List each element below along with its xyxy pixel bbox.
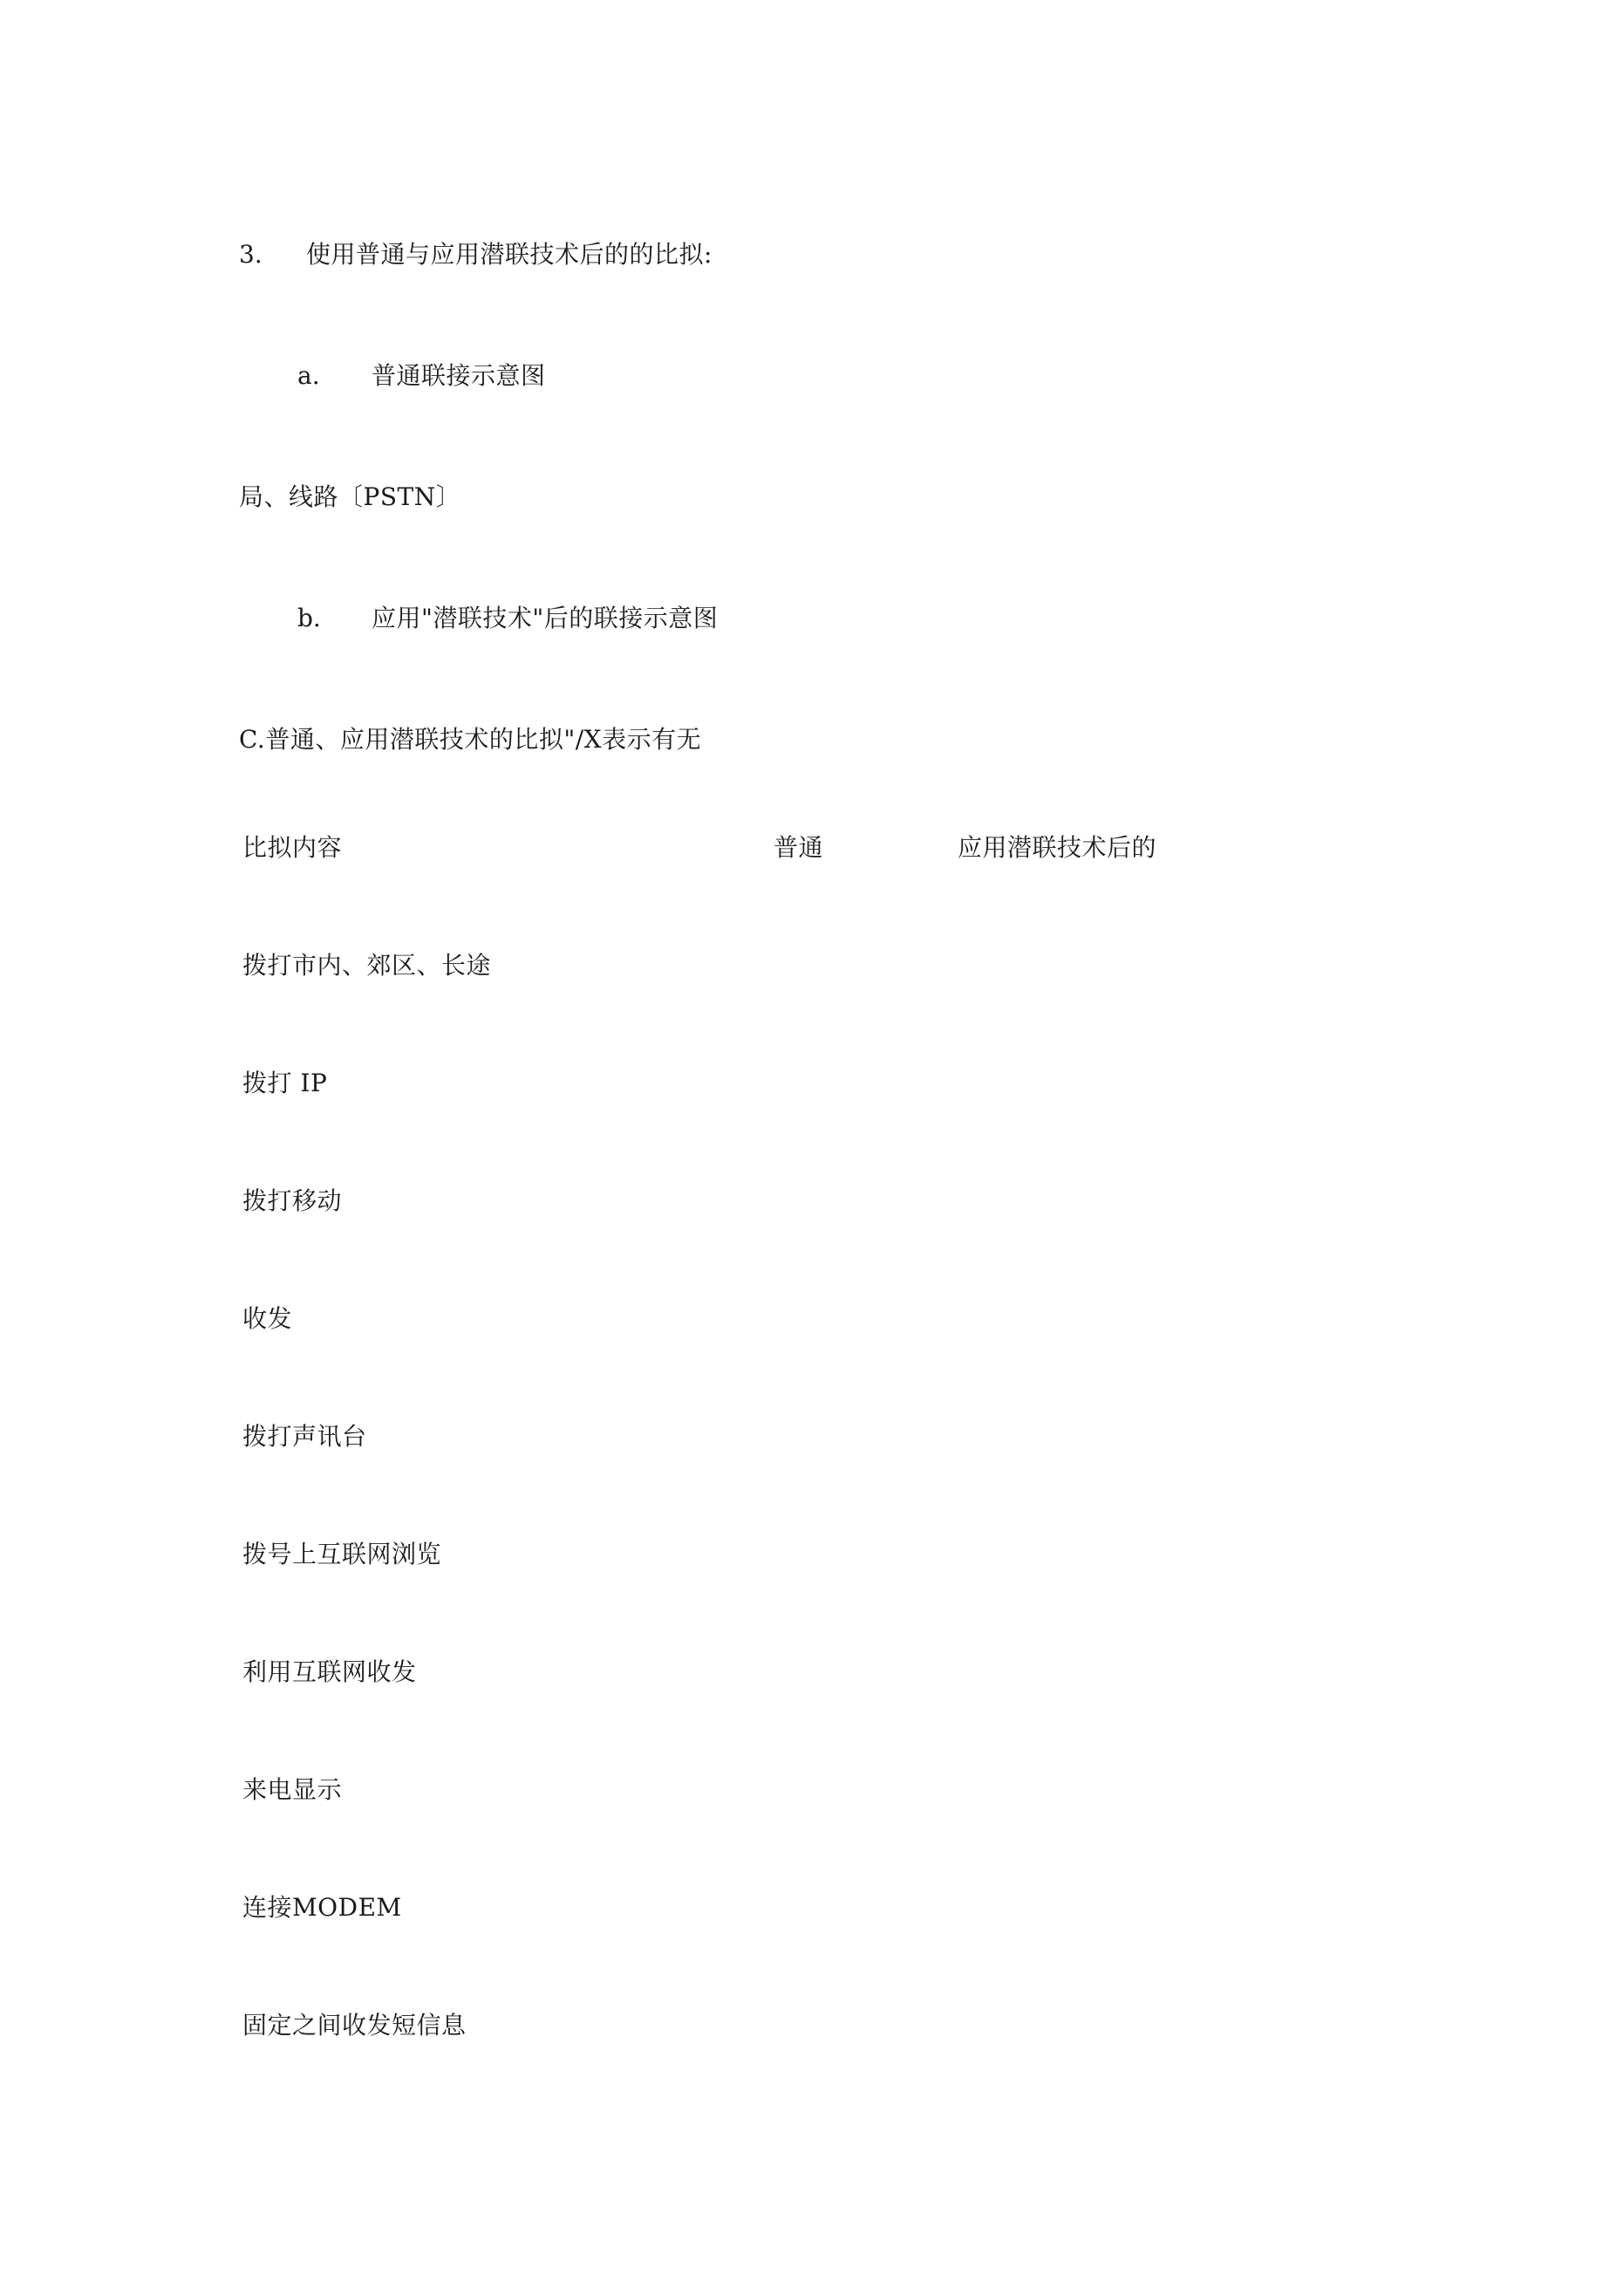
item-b-marker: b. xyxy=(297,604,321,632)
table-header-normal: 普通 xyxy=(774,833,824,862)
table-row: 拨号上互联网浏览 xyxy=(242,1540,442,1568)
table-row: 拨打 IP xyxy=(242,1069,328,1097)
table-row: 拨打移动 xyxy=(242,1186,343,1215)
table-row: 收发 xyxy=(242,1304,293,1333)
table-row: 拨打声讯台 xyxy=(242,1422,367,1451)
table-header-after: 应用潜联技术后的 xyxy=(958,833,1157,862)
heading-number: 3. xyxy=(239,240,263,269)
item-a-text: 普通联接示意图 xyxy=(372,361,546,390)
table-row: 固定之间收发短信息 xyxy=(242,2011,467,2040)
pstn-line: 局、线路〔PSTN〕 xyxy=(239,482,461,511)
table-row: 利用互联网收发 xyxy=(242,1657,417,1686)
table-row: 拨打市内、郊区、长途 xyxy=(242,951,492,980)
table-row: 来电显示 xyxy=(242,1775,343,1804)
item-a-marker: a. xyxy=(297,361,320,390)
heading-text: 使用普通与应用潜联技术后的的比拟: xyxy=(306,240,713,269)
table-row: 连接MODEM xyxy=(242,1893,402,1922)
item-c-text: C.普通、应用潜联技术的比拟"/X表示有无 xyxy=(239,725,702,754)
table-header-content: 比拟内容 xyxy=(242,833,343,862)
item-b-text: 应用"潜联技术"后的联接示意图 xyxy=(372,604,719,632)
